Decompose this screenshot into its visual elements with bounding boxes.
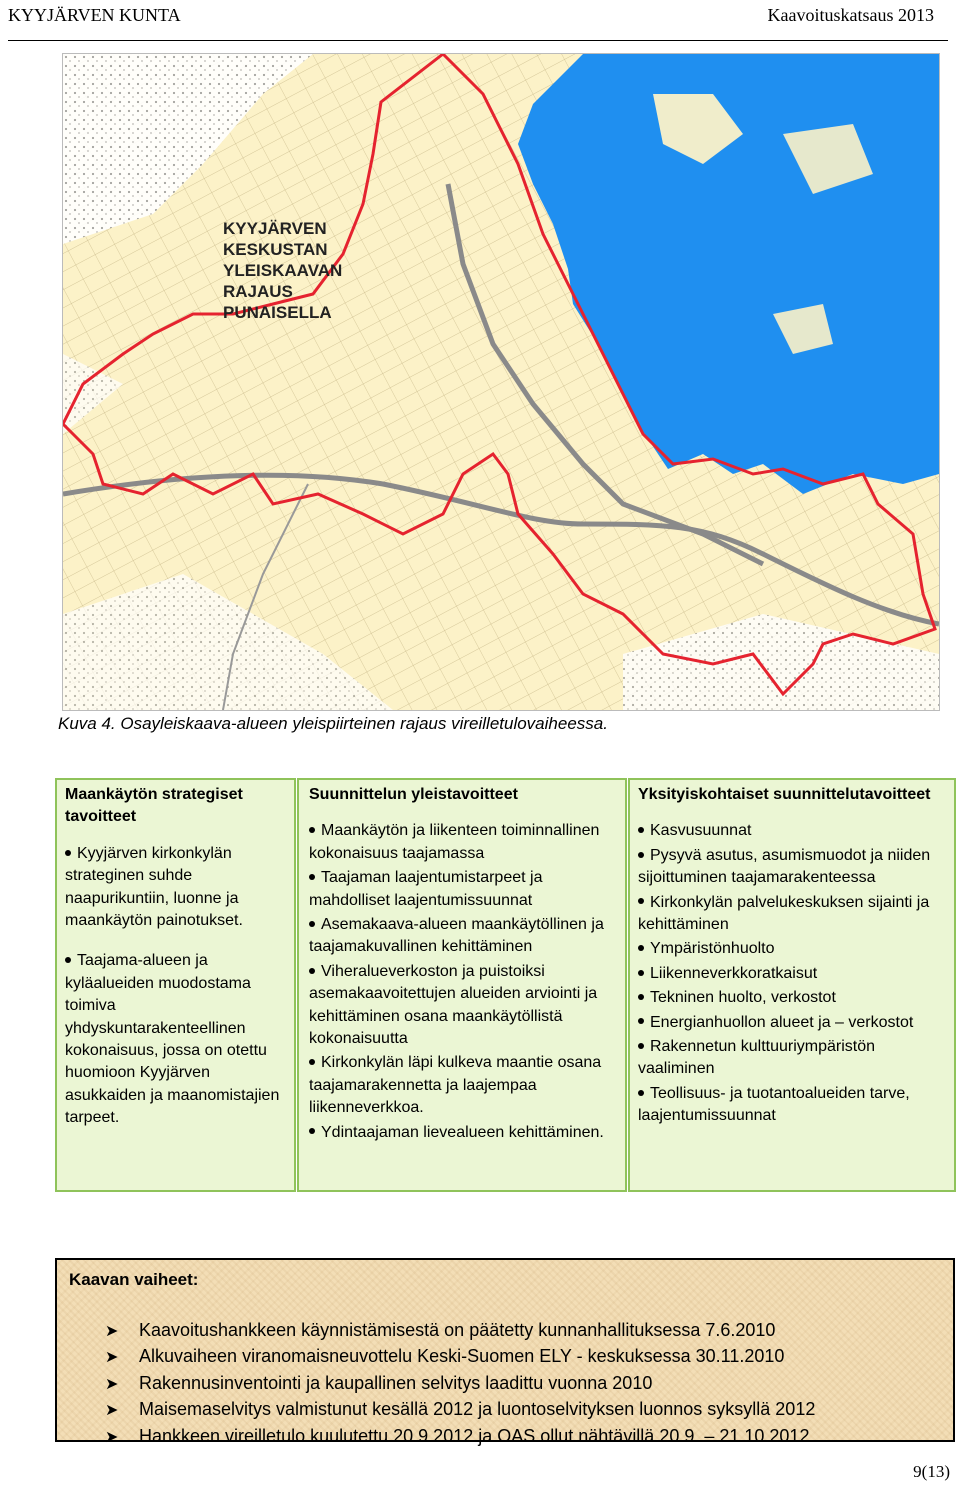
bullet-icon xyxy=(638,970,644,976)
page-header xyxy=(8,0,948,41)
arrow-bullet-icon: ➤ xyxy=(105,1323,119,1340)
list-item: Viheralueverkoston ja puistoiksi asemakaavoitettujen alueiden arviointi ja kehittäminen osana maankäytöllistä kokonaisuutta xyxy=(309,962,598,1048)
list-item: ➤ Alkuvaiheen viranomaisneuvottelu Keski-Suomen ELY - keskuksessa 30.11.2010 xyxy=(105,1344,815,1370)
bullet-icon xyxy=(638,852,644,858)
map-label-line: YLEISKAAVAN xyxy=(223,261,343,280)
list-item: Ympäristönhuolto xyxy=(638,938,946,960)
phase-list xyxy=(105,1318,815,1450)
list-item: Teollisuus- ja tuotantoalueiden tarve, laajentumissuunnat xyxy=(638,1084,910,1125)
box-title: Suunnittelun yleistavoitteet xyxy=(309,786,518,803)
detailed-goals-box xyxy=(628,778,956,1192)
box-title: Yksityiskohtaiset suunnittelutavoitteet xyxy=(638,786,931,803)
strategic-goals-box xyxy=(55,778,296,1192)
bullet-icon xyxy=(638,827,644,833)
general-goals-box xyxy=(297,778,627,1192)
list-item: Liikenneverkkoratkaisut xyxy=(638,963,946,985)
list-item: ➤ Kaavoitushankkeen käynnistämisestä on päätetty kunnanhallituksessa 7.6.2010 xyxy=(105,1318,815,1344)
arrow-bullet-icon: ➤ xyxy=(105,1349,119,1367)
bullet-icon xyxy=(309,1059,315,1065)
list-item: Taajama-alueen ja kyläalueiden muodostama toimiva yhdyskuntarakenteellinen kokonaisuus, jossa on otettu huomioon Kyyjärven asukkaiden ja maanomistajien tarpeet. xyxy=(65,952,280,1127)
figure-caption: Kuva 4. Osayleiskaava-alueen yleispiirteinen rajaus vireilletulovaiheessa. xyxy=(58,714,608,733)
bullet-icon xyxy=(309,827,315,833)
list-item: ➤ Rakennusinventointi ja kaupallinen selvitys laadittu vuonna 2010 xyxy=(105,1371,815,1397)
list-item: Energianhuollon alueet ja – verkostot xyxy=(638,1012,946,1034)
bullet-icon xyxy=(638,1043,644,1049)
arrow-bullet-icon: ➤ xyxy=(105,1428,119,1446)
header-municipality: KYYJÄRVEN KUNTA xyxy=(8,5,181,25)
map-image xyxy=(63,54,939,710)
bullet-icon xyxy=(65,957,71,963)
map-label-line: RAJAUS xyxy=(223,282,293,301)
list-item: ➤ Maisemaselvitys valmistunut kesällä 2012 ja luontoselvityksen luonnos syksyllä 2012 xyxy=(105,1397,815,1423)
list-item: Rakennetun kulttuuriympäristön vaaliminen xyxy=(638,1038,876,1078)
bullet-icon xyxy=(638,945,644,951)
header-document-title: Kaavoituskatsaus 2013 xyxy=(767,5,934,25)
bullet-icon xyxy=(309,921,315,927)
map-label-line: PUNAISELLA xyxy=(223,303,332,322)
box-title: Maankäytön strategiset tavoitteet xyxy=(65,786,243,826)
list-item: Kyyjärven kirkonkylän strateginen suhde naapurikuntiin, luonne ja maankäytön painotukset. xyxy=(65,844,243,930)
bullet-icon xyxy=(309,874,315,880)
map-figure xyxy=(62,53,940,711)
goal-list xyxy=(309,820,617,1144)
list-item: Pysyvä asutus, asumismuodot ja niiden sijoittuminen taajamarakenteessa xyxy=(638,846,931,887)
list-item: Asemakaava-alueen maankäytöllinen ja taajamakuvallinen kehittäminen xyxy=(309,916,604,956)
arrow-bullet-icon: ➤ xyxy=(105,1375,119,1393)
list-item: Tekninen huolto, verkostot xyxy=(638,987,946,1009)
list-item: Maankäytön ja liikenteen toiminnallinen kokonaisuus taajamassa xyxy=(309,822,600,862)
goal-list xyxy=(638,820,946,1127)
goal-list xyxy=(65,843,286,1130)
list-item: Kasvusuunnat xyxy=(638,820,946,842)
list-item: ➤ Hankkeen vireilletulo kuulutettu 20.9.2012 ja OAS ollut nähtävillä 20.9. – 21.10.2012 xyxy=(105,1424,815,1450)
page-number: 9(13) xyxy=(913,1462,950,1481)
plan-phases-box xyxy=(55,1258,955,1446)
list-item: Kirkonkylän läpi kulkeva maantie osana taajamarakennetta ja laajempaa liikenneverkkoa. xyxy=(309,1054,602,1117)
map-label-line: KYYJÄRVEN xyxy=(223,219,327,238)
bullet-icon xyxy=(309,1128,315,1134)
bullet-icon xyxy=(309,968,315,974)
list-item: Taajaman laajentumistarpeet ja mahdolliset laajentumissuunnat xyxy=(309,869,543,909)
bullet-icon xyxy=(638,994,644,1000)
list-item: Ydintaajaman lievealueen kehittäminen. xyxy=(309,1122,617,1144)
bullet-icon xyxy=(638,1090,644,1096)
bullet-icon xyxy=(65,850,71,856)
list-item: Kirkonkylän palvelukeskuksen sijainti ja kehittäminen xyxy=(638,893,930,934)
phases-title: Kaavan vaiheet: xyxy=(69,1270,199,1289)
bullet-icon xyxy=(638,1018,644,1024)
map-label-line: KESKUSTAN xyxy=(223,240,328,259)
bullet-icon xyxy=(638,898,644,904)
arrow-bullet-icon: ➤ xyxy=(105,1402,119,1420)
